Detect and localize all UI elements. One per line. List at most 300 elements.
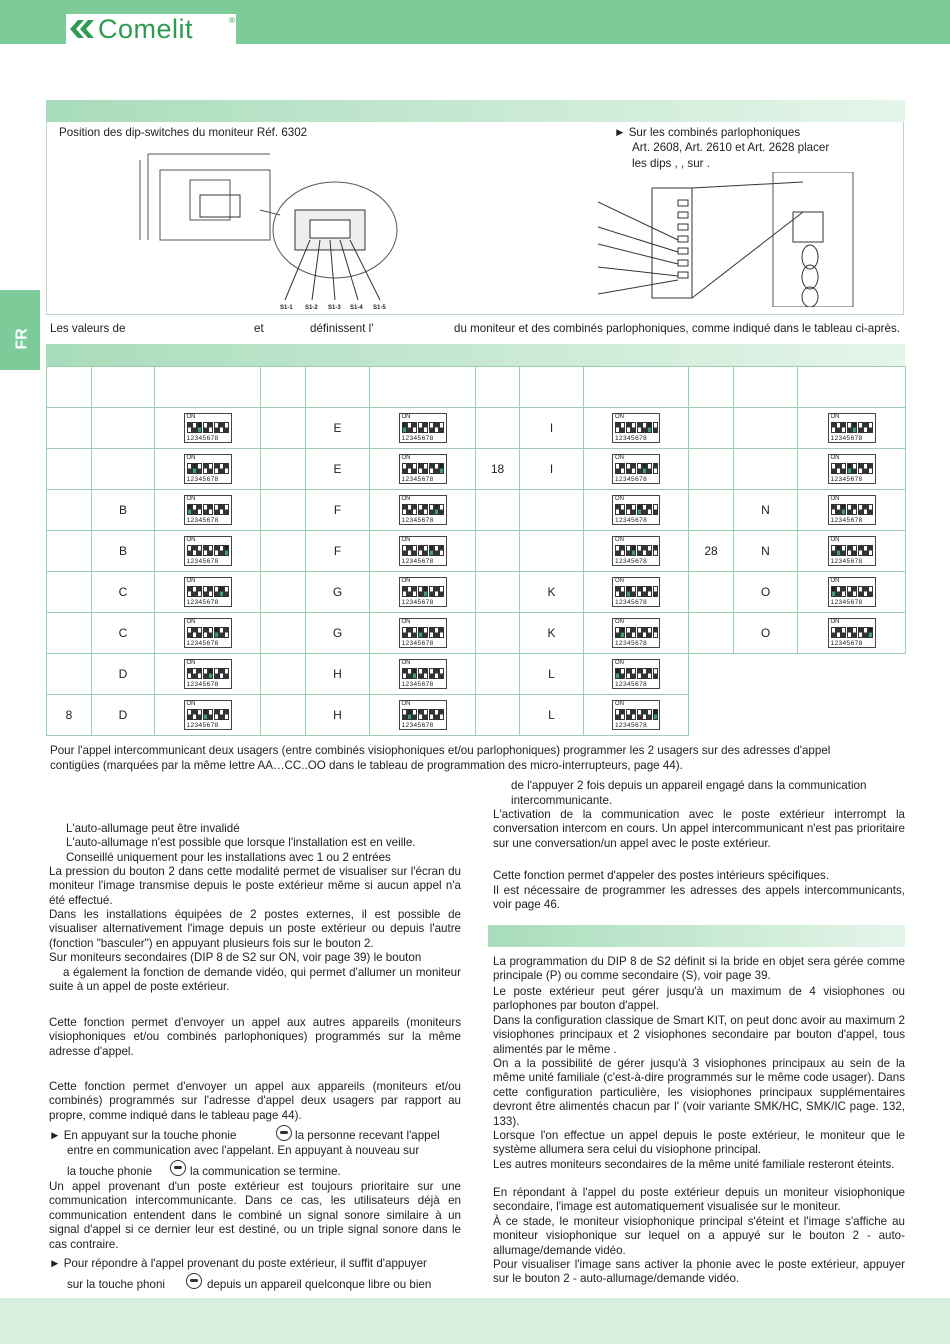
dip-on-label: ON <box>615 455 624 461</box>
dip-switch <box>642 627 647 638</box>
dip-switch <box>214 668 219 679</box>
dip-switch <box>642 422 647 433</box>
dip-switch <box>626 545 631 556</box>
dip-switch <box>831 463 836 474</box>
dip-switch <box>407 586 412 597</box>
table-cell <box>155 695 261 736</box>
dip-switch-block <box>399 577 447 607</box>
dip-numbers: 12345678 <box>186 681 219 688</box>
dip-switch-block <box>828 618 876 648</box>
brand-name: Comelit <box>98 14 194 44</box>
dip-numbers: 12345678 <box>186 558 219 565</box>
figure-caption: Position des dip-switches du moniteur Réf. 6302 <box>59 126 308 139</box>
dip-switch-block <box>828 536 876 566</box>
dip-numbers: 12345678 <box>615 517 648 524</box>
dip-switch <box>219 586 224 597</box>
dip-switch <box>187 545 192 556</box>
dip-switch-block <box>612 577 660 607</box>
dip-switch-block <box>612 536 660 566</box>
dip-switch <box>402 668 407 679</box>
dip-switch <box>637 422 642 433</box>
dip-on-label: ON <box>615 660 624 666</box>
table-cell <box>261 654 306 695</box>
dip-switch <box>439 709 444 720</box>
dip-switch-block <box>612 454 660 484</box>
dip-switch <box>841 463 846 474</box>
table-cell: 8 <box>47 695 92 736</box>
dip-switch <box>631 668 636 679</box>
dip-switch <box>620 422 625 433</box>
table-cell <box>261 490 306 531</box>
table-cell: G <box>306 613 370 654</box>
table-cell: N <box>734 531 798 572</box>
dip-on-label: ON <box>401 414 411 420</box>
dip-switch-block <box>612 618 660 648</box>
dip-switch <box>412 586 417 597</box>
dip-switch <box>402 627 407 638</box>
dip-numbers: 12345678 <box>186 599 219 606</box>
dip-switch <box>836 463 841 474</box>
table-cell <box>261 613 306 654</box>
dip-switch <box>203 709 208 720</box>
dip-switch <box>831 545 836 556</box>
dip-switch <box>631 586 636 597</box>
after-table-line-1: Pour l'appel intercommunicant deux usagers (entre combinés visiophoniques et/ou parlophoniques) programmer les 2 usagers sur des adresses d'appel <box>50 744 831 757</box>
table-cell <box>584 572 689 613</box>
dip-switch <box>412 422 417 433</box>
dip-switch <box>615 463 620 474</box>
dip-switch <box>407 463 412 474</box>
dip-switch <box>423 586 428 597</box>
dip-switch <box>439 627 444 638</box>
dip-switch <box>858 545 863 556</box>
dip-switch <box>192 668 197 679</box>
dip-on-label: ON <box>830 537 840 543</box>
switch-label-1: S1-1 <box>280 305 293 311</box>
dip-switch <box>439 586 444 597</box>
dip-switch <box>429 668 434 679</box>
handset-icon <box>170 1160 186 1176</box>
left-p1a: L'auto-allumage peut être invalidé <box>66 822 240 835</box>
table-cell <box>155 490 261 531</box>
table-cell <box>476 572 520 613</box>
dip-switch-block <box>184 577 232 607</box>
left-p6: Cette fonction permet d'envoyer un appel aux appareils (moniteurs et/ou combinés) programmés sur l'adresse d'appel deux usagers par rapport au propre, comme indiqué dans le tableau page 44). <box>49 1080 461 1122</box>
table-row <box>47 695 906 736</box>
dip-switch <box>187 668 192 679</box>
table-cell <box>370 490 476 531</box>
dip-numbers: 12345678 <box>401 476 434 483</box>
dip-switch <box>863 463 868 474</box>
dip-switch <box>418 504 423 515</box>
dip-switch-block <box>828 454 876 484</box>
dip-switch <box>187 627 192 638</box>
table-row <box>47 449 906 490</box>
dip-on-label: ON <box>186 496 196 502</box>
dip-switch <box>224 545 229 556</box>
dip-numbers: 12345678 <box>615 722 648 729</box>
dip-switch <box>429 586 434 597</box>
dip-switch <box>858 627 863 638</box>
monitor-illustration <box>130 150 400 310</box>
dip-switch <box>615 668 620 679</box>
dip-switch <box>841 627 846 638</box>
dip-switch <box>847 422 852 433</box>
dip-switch <box>219 668 224 679</box>
dip-switch <box>208 709 213 720</box>
dip-switch <box>631 463 636 474</box>
right-r10: Lorsque l'on effectue un appel depuis le poste extérieur, le moniteur que le système allumera sera celui du visiophone principal. <box>493 1129 905 1157</box>
dip-switch <box>187 463 192 474</box>
dip-switch <box>208 545 213 556</box>
dip-switch <box>863 422 868 433</box>
table-cell <box>584 408 689 449</box>
dip-switch <box>653 586 658 597</box>
dip-switch <box>841 422 846 433</box>
dip-switch <box>631 627 636 638</box>
dip-switch <box>192 586 197 597</box>
dip-switch <box>831 504 836 515</box>
table-cell <box>370 572 476 613</box>
dip-switch <box>653 545 658 556</box>
table-cell <box>584 613 689 654</box>
dip-switch <box>402 545 407 556</box>
dip-switch <box>847 463 852 474</box>
left-p2: La pression du bouton 2 dans cette modalité permet de visualiser sur l'écran du moniteur l'image transmise depuis le poste extérieur même si aucun appel n'a été effectué. <box>49 865 461 907</box>
dip-switch <box>653 668 658 679</box>
dip-switch <box>647 668 652 679</box>
dip-switch <box>412 627 417 638</box>
dip-switch <box>637 709 642 720</box>
dip-switch <box>208 422 213 433</box>
left-p9c: depuis un appareil quelconque libre ou bien <box>207 1278 432 1291</box>
dip-switch <box>620 463 625 474</box>
dip-switch <box>653 709 658 720</box>
left-p9b: sur la touche phoni <box>67 1278 165 1291</box>
dip-switch <box>208 463 213 474</box>
table-cell <box>261 695 306 736</box>
table-cell <box>798 613 906 654</box>
dip-switch-block <box>184 618 232 648</box>
dip-switch <box>852 504 857 515</box>
table-cell <box>155 654 261 695</box>
dip-switch <box>615 422 620 433</box>
left-p3: Dans les installations équipées de 2 postes externes, il est possible de visualiser alternativement l'image depuis un poste extérieur ou depuis l'autre (fonction "basculer") en appuyant plusieurs fois sur le bouton 2. <box>49 908 461 950</box>
dip-on-label: ON <box>186 660 196 666</box>
table-cell <box>689 572 734 613</box>
dip-switch <box>615 586 620 597</box>
dip-switch <box>407 545 412 556</box>
dip-switch <box>626 668 631 679</box>
dip-switch <box>626 586 631 597</box>
left-p7c: entre en communication avec l'appelant. En appuyant à nouveau sur <box>67 1144 420 1157</box>
dip-switch-block <box>184 454 232 484</box>
dip-switch-block <box>399 700 447 730</box>
dip-switch <box>858 504 863 515</box>
dip-switch <box>203 586 208 597</box>
dip-switch <box>868 586 873 597</box>
dip-switch <box>418 545 423 556</box>
dip-numbers: 12345678 <box>401 722 434 729</box>
switch-label-5: S1-5 <box>373 305 386 311</box>
table-cell <box>798 449 906 490</box>
dip-numbers: 12345678 <box>401 558 434 565</box>
table-cell <box>689 490 734 531</box>
section-band-table <box>46 344 905 366</box>
dip-table <box>46 366 906 736</box>
dip-on-label: ON <box>615 496 624 502</box>
dip-switch <box>852 545 857 556</box>
dip-switch <box>847 627 852 638</box>
dip-switch <box>626 627 631 638</box>
dip-numbers: 12345678 <box>401 435 434 442</box>
dip-switch <box>224 463 229 474</box>
table-cell: E <box>306 449 370 490</box>
table-cell: O <box>734 572 798 613</box>
dip-on-label: ON <box>401 496 411 502</box>
dip-switch <box>847 545 852 556</box>
dip-switch <box>836 627 841 638</box>
dip-switch <box>192 709 197 720</box>
dip-switch <box>620 545 625 556</box>
dip-switch <box>224 668 229 679</box>
table-cell: I <box>520 408 584 449</box>
dip-switch <box>187 709 192 720</box>
dip-switch <box>224 709 229 720</box>
table-cell <box>584 531 689 572</box>
table-cell: 28 <box>689 531 734 572</box>
table-cell <box>476 654 520 695</box>
dip-switch <box>402 463 407 474</box>
dip-switch <box>208 668 213 679</box>
dip-switch <box>847 586 852 597</box>
dip-on-label: ON <box>186 578 196 584</box>
dip-switch <box>197 422 202 433</box>
table-cell <box>476 695 520 736</box>
dip-switch <box>836 545 841 556</box>
dip-switch <box>647 504 652 515</box>
dip-switch <box>434 668 439 679</box>
table-row <box>47 531 906 572</box>
dip-switch <box>631 545 636 556</box>
dip-numbers: 12345678 <box>615 599 648 606</box>
table-cell: B <box>92 490 155 531</box>
dip-switch-block <box>612 659 660 689</box>
right-r1: de l'appuyer 2 fois depuis un appareil engagé dans la communication <box>511 779 867 792</box>
table-cell <box>370 695 476 736</box>
dip-numbers: 12345678 <box>615 640 648 647</box>
switch-label-3: S1-3 <box>328 305 341 311</box>
registered-mark: ® <box>229 16 235 25</box>
table-cell <box>47 449 92 490</box>
dip-switch <box>439 545 444 556</box>
dip-switch <box>412 463 417 474</box>
table-cell: N <box>734 490 798 531</box>
table-cell: G <box>306 572 370 613</box>
dip-on-label: ON <box>401 619 411 625</box>
dip-on-label: ON <box>830 414 840 420</box>
dip-switch <box>868 545 873 556</box>
dip-switch <box>434 463 439 474</box>
dip-switch <box>407 709 412 720</box>
dip-switch-block <box>184 659 232 689</box>
dip-switch <box>841 504 846 515</box>
table-cell <box>155 449 261 490</box>
table-row <box>47 572 906 613</box>
dip-switch <box>402 709 407 720</box>
dip-numbers: 12345678 <box>615 435 648 442</box>
dip-switch <box>836 422 841 433</box>
dip-switch <box>615 709 620 720</box>
dip-numbers: 12345678 <box>615 681 648 688</box>
dip-switch <box>434 709 439 720</box>
dip-switch-block <box>184 495 232 525</box>
table-row <box>47 654 906 695</box>
dip-switch <box>197 627 202 638</box>
dip-switch <box>192 545 197 556</box>
dip-switch <box>197 586 202 597</box>
dip-switch <box>863 627 868 638</box>
table-cell <box>92 449 155 490</box>
table-cell <box>92 408 155 449</box>
dip-numbers: 12345678 <box>186 640 219 647</box>
dip-switch <box>208 586 213 597</box>
dip-switch <box>631 504 636 515</box>
right-r7: Le poste extérieur peut gérer jusqu'à un maximum de 4 visiophones ou parlophones par bouton d'appel. <box>493 985 905 1013</box>
dip-switch <box>637 463 642 474</box>
dip-switch <box>615 627 620 638</box>
dip-switch <box>219 463 224 474</box>
dip-switch <box>429 627 434 638</box>
table-cell <box>261 449 306 490</box>
table-cell <box>47 572 92 613</box>
table-cell <box>584 449 689 490</box>
dip-switch <box>187 586 192 597</box>
section-band-top <box>46 100 905 122</box>
left-p9a: ► Pour répondre à l'appel provenant du poste extérieur, il suffit d'appuyer <box>49 1257 427 1270</box>
dip-switch <box>203 545 208 556</box>
dip-numbers: 12345678 <box>830 517 863 524</box>
dip-switch <box>197 463 202 474</box>
dip-switch <box>631 422 636 433</box>
table-cell <box>155 613 261 654</box>
right-r11: Les autres moniteurs secondaires de la même unité familiale resteront éteints. <box>493 1158 895 1171</box>
dip-switch <box>620 627 625 638</box>
handset-illustration <box>598 172 858 307</box>
dip-on-label: ON <box>615 701 624 707</box>
table-row <box>47 490 906 531</box>
dip-switch <box>653 463 658 474</box>
dip-switch <box>407 422 412 433</box>
dip-switch <box>192 463 197 474</box>
dip-switch <box>847 504 852 515</box>
dip-on-label: ON <box>186 455 196 461</box>
dip-on-label: ON <box>401 660 411 666</box>
table-cell <box>370 531 476 572</box>
dip-on-label: ON <box>186 619 196 625</box>
right-r2: intercommunicante. <box>511 794 613 807</box>
switch-label-4: S1-4 <box>350 305 363 311</box>
dip-switch <box>434 586 439 597</box>
figure-note-1: ► Sur les combinés parlophoniques <box>614 126 801 139</box>
dip-switch <box>626 709 631 720</box>
dip-switch <box>620 668 625 679</box>
dip-switch-block <box>612 495 660 525</box>
dip-on-label: ON <box>186 701 196 707</box>
dip-switch <box>224 504 229 515</box>
intro-part1: Les valeurs de <box>50 322 126 335</box>
table-cell <box>734 408 798 449</box>
dip-numbers: 12345678 <box>830 435 863 442</box>
table-row <box>47 408 906 449</box>
right-r12: En répondant à l'appel du poste extérieur depuis un moniteur visiophonique secondaire, l'image est automatiquement visualisée sur le moniteur. <box>493 1186 905 1214</box>
dip-switch <box>831 422 836 433</box>
table-cell <box>261 531 306 572</box>
table-cell: H <box>306 654 370 695</box>
dip-switch <box>642 545 647 556</box>
dip-switch <box>434 422 439 433</box>
footer-bar <box>0 1298 950 1344</box>
table-cell <box>476 490 520 531</box>
table-cell <box>155 408 261 449</box>
dip-switch <box>637 627 642 638</box>
table-cell <box>689 408 734 449</box>
dip-switch <box>418 627 423 638</box>
right-r3: L'activation de la communication avec le poste extérieur interrompt la conversation intercom en cours. Un appel intercommunicant n'est pas prioritaire sur une conversation/un appel avec le poste extérieur. <box>493 808 905 850</box>
dip-switch <box>423 545 428 556</box>
dip-switch <box>423 709 428 720</box>
dip-switch <box>224 586 229 597</box>
dip-switch <box>214 463 219 474</box>
left-p8: Un appel provenant d'un poste extérieur est toujours prioritaire sur une communication intercommunicante. Dans ce cas, les utilisateurs déjà en communication entendent dans le combiné un signal sonore similaire à un signal d'appel si ce dernier leur est destiné, ou un triple signal sonore dans le cas contraire. <box>49 1180 461 1251</box>
dip-on-label: ON <box>401 537 411 543</box>
dip-numbers: 12345678 <box>401 681 434 688</box>
dip-switch <box>214 586 219 597</box>
dip-numbers: 12345678 <box>830 558 863 565</box>
dip-switch <box>831 586 836 597</box>
dip-switch-block <box>184 413 232 443</box>
table-cell <box>798 490 906 531</box>
after-table-line-2: contigües (marquées par la même lettre AA…CC..OO dans le tableau de programmation des micro-interrupteurs, page 44). <box>50 759 683 772</box>
table-cell <box>584 654 689 695</box>
dip-switch-block <box>828 577 876 607</box>
dip-switch <box>412 709 417 720</box>
dip-switch <box>868 463 873 474</box>
table-cell <box>370 449 476 490</box>
table-cell: L <box>520 695 584 736</box>
dip-switch <box>863 504 868 515</box>
table-cell <box>798 572 906 613</box>
dip-switch <box>418 586 423 597</box>
dip-switch <box>647 709 652 720</box>
dip-numbers: 12345678 <box>186 517 219 524</box>
dip-switch <box>868 422 873 433</box>
dip-switch <box>653 422 658 433</box>
dip-switch-block <box>184 700 232 730</box>
dip-switch <box>439 668 444 679</box>
dip-numbers: 12345678 <box>615 558 648 565</box>
table-cell: K <box>520 613 584 654</box>
dip-switch <box>858 422 863 433</box>
dip-switch <box>412 545 417 556</box>
dip-switch <box>615 504 620 515</box>
dip-switch <box>429 504 434 515</box>
dip-switch <box>224 627 229 638</box>
dip-switch <box>852 627 857 638</box>
dip-switch <box>868 504 873 515</box>
table-cell <box>584 695 689 736</box>
dip-switch <box>208 627 213 638</box>
